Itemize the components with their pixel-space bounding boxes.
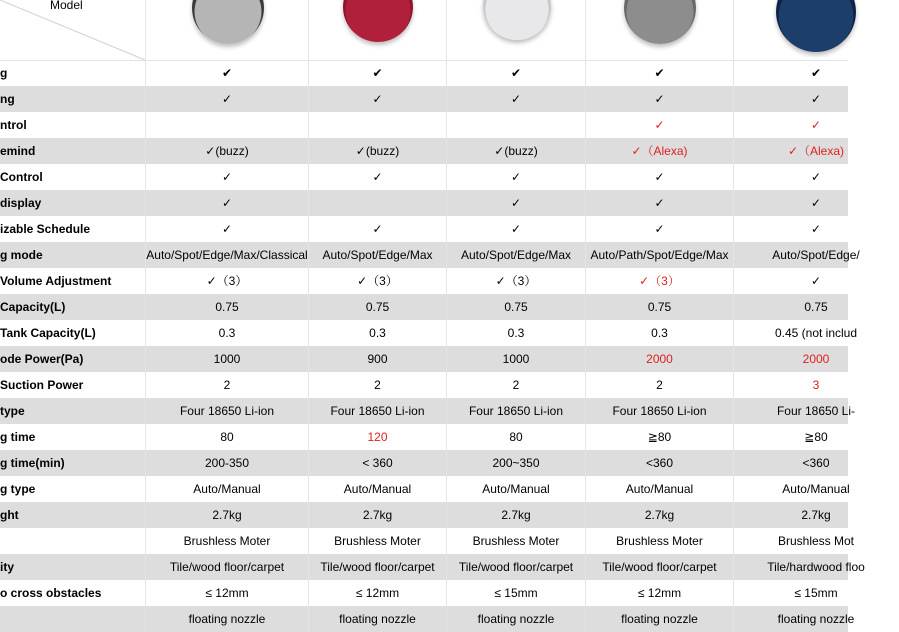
- table-row: [0, 112, 848, 138]
- spec-cell: ✓（3）: [585, 268, 733, 294]
- spec-cell: [308, 112, 446, 138]
- spec-cell: ✓(buzz): [446, 138, 585, 164]
- spec-cell: ✓: [733, 164, 898, 190]
- spec-cell: ✔: [446, 60, 585, 86]
- spec-cell: 80: [446, 424, 585, 450]
- spec-cell: 2.7kg: [308, 502, 446, 528]
- spec-cell: Auto/Manual: [145, 476, 308, 502]
- feature-label: [0, 528, 145, 554]
- product-column-header: [585, 0, 734, 60]
- spec-cell: ✓: [585, 164, 733, 190]
- corner-model-label: Model: [50, 0, 83, 12]
- table-row: [0, 606, 855, 632]
- feature-label: g mode: [0, 248, 43, 262]
- spec-cell: ≤ 15mm: [733, 580, 898, 606]
- spec-cell: Tile/wood floor/carpet: [585, 554, 733, 580]
- feature-label: ght: [0, 508, 19, 522]
- spec-cell: ✔: [733, 60, 898, 86]
- robot-vacuum-image: [483, 0, 551, 40]
- spec-cell: 0.3: [446, 320, 585, 346]
- spec-cell: 0.3: [585, 320, 733, 346]
- spec-cell: Four 18650 Li-: [733, 398, 898, 424]
- feature-label: ntrol: [0, 118, 27, 132]
- table-row: [0, 554, 865, 580]
- spec-cell: 2: [585, 372, 733, 398]
- spec-cell: floating nozzle: [446, 606, 585, 632]
- robot-vacuum-image: [192, 0, 264, 44]
- spec-cell: ✔: [145, 60, 308, 86]
- spec-cell: 2000: [585, 346, 733, 372]
- spec-cell: Tile/wood floor/carpet: [145, 554, 308, 580]
- feature-label: Control: [0, 170, 43, 184]
- spec-cell: 2.7kg: [585, 502, 733, 528]
- spec-cell: Brushless Moter: [446, 528, 585, 554]
- spec-cell: ✓: [145, 86, 308, 112]
- spec-cell: ✓: [446, 86, 585, 112]
- table-row: [0, 294, 848, 320]
- spec-cell: ✓: [145, 164, 308, 190]
- feature-label: Suction Power: [0, 378, 84, 392]
- spec-cell: 0.75: [585, 294, 733, 320]
- feature-label: g time: [0, 430, 36, 444]
- robot-vacuum-image: [343, 0, 413, 42]
- spec-cell: 120: [308, 424, 446, 450]
- spec-cell: 0.3: [308, 320, 446, 346]
- spec-cell: 200~350: [446, 450, 585, 476]
- feature-label: type: [0, 404, 25, 418]
- spec-cell: ✓: [733, 216, 898, 242]
- spec-cell: Brushless Moter: [308, 528, 446, 554]
- spec-cell: ✔: [308, 60, 446, 86]
- spec-cell: ✓: [446, 190, 585, 216]
- spec-cell: 3: [733, 372, 898, 398]
- table-row: [0, 528, 855, 554]
- spec-cell: Auto/Spot/Edge/: [733, 242, 898, 268]
- spec-cell: Tile/wood floor/carpet: [446, 554, 585, 580]
- spec-cell: 0.45 (not includ: [733, 320, 898, 346]
- spec-cell: 2: [308, 372, 446, 398]
- feature-label: display: [0, 196, 42, 210]
- spec-cell: ✓（Alexa): [733, 138, 898, 164]
- spec-cell: Brushless Moter: [145, 528, 308, 554]
- spec-cell: ✔: [585, 60, 733, 86]
- feature-label: izable Schedule: [0, 222, 91, 236]
- spec-cell: floating nozzle: [585, 606, 733, 632]
- feature-label: g time(min): [0, 456, 65, 470]
- table-row: [0, 320, 858, 346]
- spec-cell: ✓: [145, 190, 308, 216]
- spec-cell: ≤ 15mm: [446, 580, 585, 606]
- spec-cell: Auto/Spot/Edge/Max/Classical: [145, 242, 308, 268]
- spec-cell: Auto/Manual: [733, 476, 898, 502]
- table-row: [0, 398, 856, 424]
- table-row: [0, 346, 848, 372]
- product-column-header: [145, 0, 309, 60]
- spec-cell: ✓: [446, 216, 585, 242]
- table-row: [0, 372, 848, 398]
- feature-label: [0, 606, 145, 632]
- spec-cell: 0.75: [145, 294, 308, 320]
- spec-cell: [145, 112, 308, 138]
- spec-cell: Brushless Mot: [733, 528, 898, 554]
- table-row: [0, 242, 860, 268]
- spec-cell: ✓: [585, 216, 733, 242]
- table-row: [0, 138, 848, 164]
- feature-label: ity: [0, 560, 15, 574]
- spec-cell: 80: [145, 424, 308, 450]
- spec-cell: Tile/hardwood floo: [733, 554, 898, 580]
- spec-cell: 2.7kg: [145, 502, 308, 528]
- spec-cell: ≧80: [733, 424, 898, 450]
- robot-vacuum-image: [776, 0, 856, 52]
- spec-cell: ✓（3）: [308, 268, 446, 294]
- spec-cell: ✓: [733, 190, 898, 216]
- spec-cell: ✓: [585, 190, 733, 216]
- feature-label: emind: [0, 144, 36, 158]
- spec-cell: Auto/Spot/Edge/Max: [446, 242, 585, 268]
- table-row: [0, 268, 848, 294]
- feature-label: g type: [0, 482, 36, 496]
- robot-vacuum-image: [624, 0, 696, 44]
- feature-label: Capacity(L): [0, 300, 66, 314]
- table-row: [0, 216, 848, 242]
- table-row: [0, 502, 848, 528]
- product-column-header: [446, 0, 586, 60]
- spec-cell: Auto/Path/Spot/Edge/Max: [585, 242, 733, 268]
- table-row: [0, 424, 848, 450]
- spec-cell: ✓: [308, 216, 446, 242]
- spec-cell: ✓（3）: [145, 268, 308, 294]
- spec-cell: <360: [585, 450, 733, 476]
- spec-cell: 2000: [733, 346, 898, 372]
- spec-cell: ≤ 12mm: [145, 580, 308, 606]
- spec-cell: ✓（3）: [446, 268, 585, 294]
- product-column-header: [733, 0, 899, 60]
- table-row: [0, 450, 848, 476]
- feature-label: o cross obstacles: [0, 586, 102, 600]
- spec-cell: ✓: [308, 164, 446, 190]
- spec-cell: 2: [446, 372, 585, 398]
- spec-cell: 0.75: [446, 294, 585, 320]
- table-row: [0, 476, 848, 502]
- feature-label: ode Power(Pa): [0, 352, 84, 366]
- spec-cell: ≤ 12mm: [308, 580, 446, 606]
- spec-cell: 0.75: [733, 294, 898, 320]
- spec-cell: < 360: [308, 450, 446, 476]
- spec-cell: [308, 190, 446, 216]
- spec-cell: ✓(buzz): [308, 138, 446, 164]
- spec-cell: 200-350: [145, 450, 308, 476]
- spec-cell: ✓: [308, 86, 446, 112]
- table-row: [0, 86, 848, 112]
- product-column-header: [308, 0, 447, 60]
- spec-cell: Brushless Moter: [585, 528, 733, 554]
- spec-cell: Tile/wood floor/carpet: [308, 554, 446, 580]
- spec-cell: floating nozzle: [733, 606, 898, 632]
- spec-cell: ✓: [733, 86, 898, 112]
- spec-cell: ✓(buzz): [145, 138, 308, 164]
- spec-cell: <360: [733, 450, 898, 476]
- spec-cell: Auto/Spot/Edge/Max: [308, 242, 446, 268]
- spec-cell: 900: [308, 346, 446, 372]
- spec-cell: 2.7kg: [446, 502, 585, 528]
- spec-cell: ≧80: [585, 424, 733, 450]
- feature-label: Volume Adjustment: [0, 274, 112, 288]
- feature-label: Tank Capacity(L): [0, 326, 96, 340]
- spec-cell: floating nozzle: [145, 606, 308, 632]
- spec-cell: ✓（Alexa): [585, 138, 733, 164]
- spec-cell: Four 18650 Li-ion: [585, 398, 733, 424]
- spec-cell: [446, 112, 585, 138]
- spec-cell: 2: [145, 372, 308, 398]
- spec-cell: Auto/Manual: [585, 476, 733, 502]
- spec-cell: 0.3: [145, 320, 308, 346]
- spec-cell: Four 18650 Li-ion: [308, 398, 446, 424]
- table-row: [0, 164, 848, 190]
- spec-cell: ✓: [733, 268, 898, 294]
- feature-label: g: [0, 66, 8, 80]
- spec-cell: ✓: [585, 112, 733, 138]
- table-row: [0, 580, 848, 606]
- spec-cell: 1000: [446, 346, 585, 372]
- table-row: [0, 60, 848, 86]
- spec-cell: ✓: [446, 164, 585, 190]
- feature-label: ng: [0, 92, 15, 106]
- spec-cell: 0.75: [308, 294, 446, 320]
- spec-cell: Auto/Manual: [308, 476, 446, 502]
- spec-cell: 1000: [145, 346, 308, 372]
- spec-cell: Four 18650 Li-ion: [446, 398, 585, 424]
- spec-cell: floating nozzle: [308, 606, 446, 632]
- spec-cell: 2.7kg: [733, 502, 898, 528]
- spec-cell: ✓: [145, 216, 308, 242]
- spec-cell: Four 18650 Li-ion: [145, 398, 308, 424]
- spec-cell: Auto/Manual: [446, 476, 585, 502]
- table-header: [0, 0, 848, 61]
- table-row: [0, 190, 848, 216]
- spec-cell: ✓: [585, 86, 733, 112]
- spec-cell: ✓: [733, 112, 898, 138]
- spec-cell: ≤ 12mm: [585, 580, 733, 606]
- header-corner: [0, 0, 145, 60]
